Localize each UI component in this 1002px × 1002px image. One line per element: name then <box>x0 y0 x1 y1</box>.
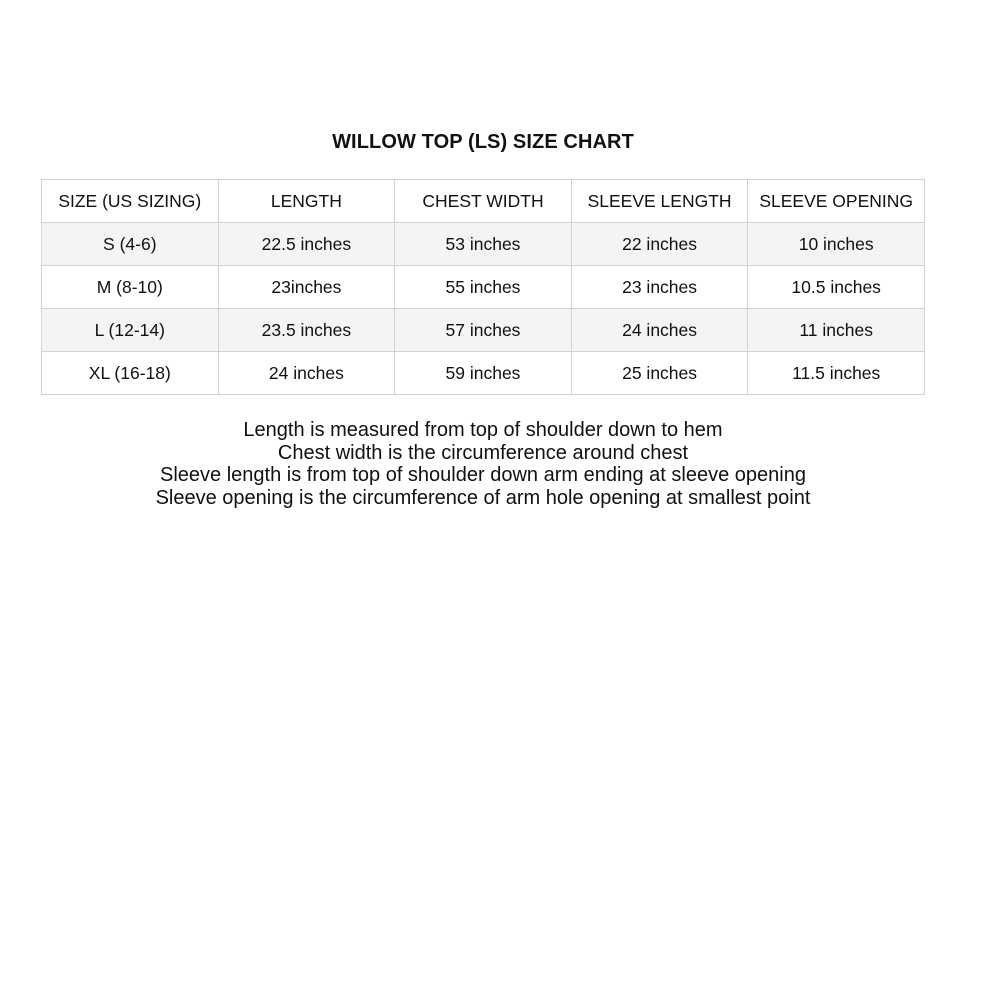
table-cell-size: L (12-14) <box>42 309 219 352</box>
table-cell-sleeve-length: 22 inches <box>571 223 748 266</box>
page-title: WILLOW TOP (LS) SIZE CHART <box>332 131 634 153</box>
table-cell-sleeve-opening: 11.5 inches <box>748 352 925 395</box>
table-cell-sleeve-opening: 11 inches <box>748 309 925 352</box>
table-row <box>42 309 925 352</box>
table-cell-length: 23.5 inches <box>218 309 395 352</box>
column-header-sleeve-opening: SLEEVE OPENING <box>748 180 925 223</box>
table-cell-chest-width: 55 inches <box>395 266 572 309</box>
table-cell-sleeve-length: 25 inches <box>571 352 748 395</box>
table-cell-chest-width: 53 inches <box>395 223 572 266</box>
table-cell-sleeve-length: 24 inches <box>571 309 748 352</box>
table-cell-chest-width: 59 inches <box>395 352 572 395</box>
table-cell-length: 23inches <box>218 266 395 309</box>
column-header-length: LENGTH <box>218 180 395 223</box>
note-length: Length is measured from top of shoulder down to hem <box>243 419 723 441</box>
column-header-size: SIZE (US SIZING) <box>42 180 219 223</box>
table-cell-size: XL (16-18) <box>42 352 219 395</box>
note-sleeve-opening: Sleeve opening is the circumference of arm hole opening at smallest point <box>155 486 811 509</box>
table-cell-chest-width: 57 inches <box>395 309 572 352</box>
table-cell-sleeve-opening: 10.5 inches <box>748 266 925 309</box>
table-cell-size: M (8-10) <box>42 266 219 309</box>
note-sleeve-length: Sleeve length is from top of shoulder down arm ending at sleeve opening <box>160 464 806 486</box>
table-cell-length: 22.5 inches <box>218 223 395 266</box>
table-cell-length: 24 inches <box>218 352 395 395</box>
table-row <box>42 266 925 309</box>
table-cell-sleeve-opening: 10 inches <box>748 223 925 266</box>
note-chest-width: Chest width is the circumference around chest <box>277 441 689 464</box>
table-header-row <box>42 180 925 223</box>
measurement-notes <box>0 419 966 509</box>
size-chart-table <box>41 179 925 395</box>
table-cell-size: S (4-6) <box>42 223 219 266</box>
column-header-sleeve-length: SLEEVE LENGTH <box>571 180 748 223</box>
column-header-chest-width: CHEST WIDTH <box>395 180 572 223</box>
table-row <box>42 352 925 395</box>
table-row <box>42 223 925 266</box>
table-cell-sleeve-length: 23 inches <box>571 266 748 309</box>
